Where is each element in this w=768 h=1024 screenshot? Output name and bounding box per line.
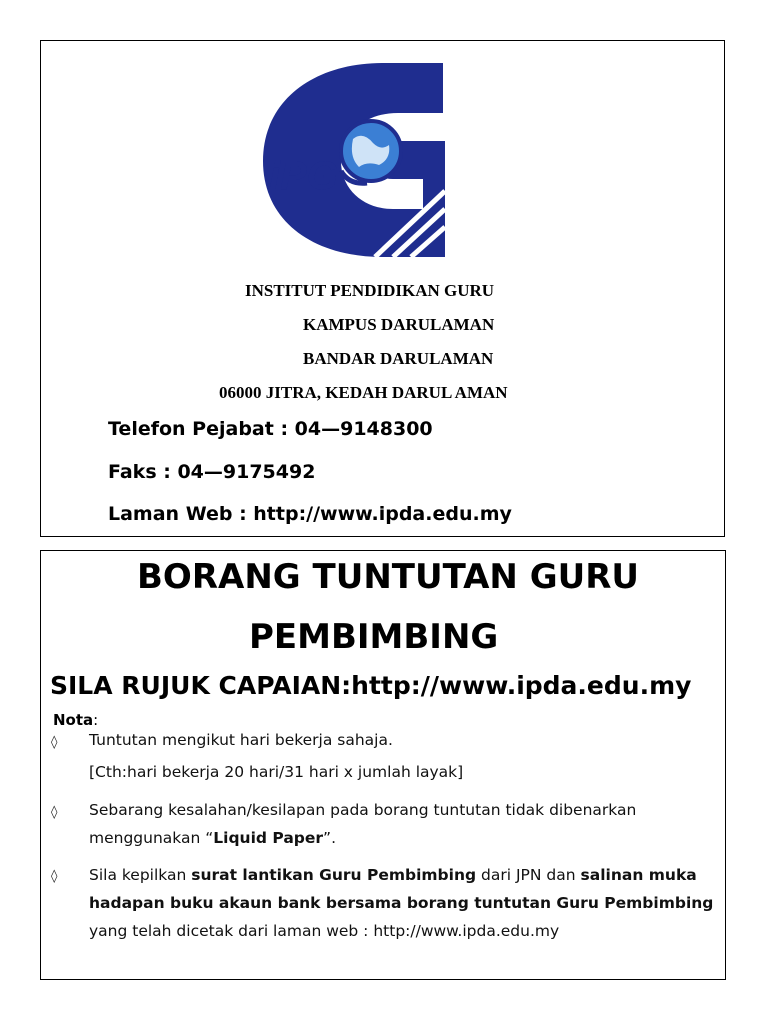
- liquid-paper-text: Liquid Paper: [213, 829, 324, 847]
- institution-name: INSTITUT PENDIDIKAN GURU: [245, 281, 495, 300]
- note-item-2-line1: Sebarang kesalahan/kesilapan pada borang tuntutan tidak dibenarkan: [89, 801, 637, 819]
- note-item-1-line2: [Cth:hari bekerja 20 hari/31 hari x jumlah layak]: [89, 763, 464, 781]
- note-item-1-line1: Tuntutan mengikut hari bekerja sahaja.: [89, 731, 393, 749]
- form-title-line2: PEMBIMBING: [249, 617, 499, 657]
- reference-link: SILA RUJUK CAPAIAN:http://www.ipda.edu.my: [50, 671, 692, 700]
- town-name: BANDAR DARULAMAN: [303, 349, 494, 368]
- bullet-icon: ◊: [51, 869, 58, 884]
- institution-header-box: [40, 40, 725, 537]
- note-item-3-line3: yang telah dicetak dari laman web : http://www.ipda.edu.my: [89, 922, 560, 940]
- bullet-icon: ◊: [51, 805, 58, 820]
- phone-number: Telefon Pejabat : 04—9148300: [108, 418, 433, 440]
- note-item-3-b: surat lantikan Guru Pembimbing: [191, 866, 477, 884]
- postal-address: 06000 JITRA, KEDAH DARUL AMAN: [219, 383, 508, 402]
- note-item-3-c: dari JPN dan: [476, 866, 581, 884]
- note-item-2-post: ”.: [323, 829, 337, 847]
- nota-colon: :: [93, 711, 99, 729]
- note-item-3: [89, 861, 713, 945]
- note-item-1: [89, 726, 463, 786]
- note-item-2: [89, 796, 636, 852]
- form-title-line1: BORANG TUNTUTAN GURU: [137, 557, 640, 597]
- bullet-icon: ◊: [51, 735, 58, 750]
- campus-name: KAMPUS DARULAMAN: [303, 315, 495, 334]
- note-item-2-pre: menggunakan “: [89, 829, 214, 847]
- nota-label: Nota: [53, 711, 94, 729]
- note-item-3-a: Sila kepilkan: [89, 866, 192, 884]
- website: Laman Web : http://www.ipda.edu.my: [108, 503, 512, 525]
- note-item-3-line1: [89, 861, 713, 889]
- note-item-3-line2: hadapan buku akaun bank bersama borang tuntutan Guru Pembimbing: [89, 894, 714, 912]
- claim-form-box: [40, 550, 726, 980]
- logo-text: iPG: [269, 154, 338, 198]
- note-item-3-d: salinan muka: [580, 866, 697, 884]
- ipg-logo: [263, 61, 453, 261]
- fax-number: Faks : 04—9175492: [108, 461, 316, 483]
- note-item-2-line2: [89, 824, 636, 852]
